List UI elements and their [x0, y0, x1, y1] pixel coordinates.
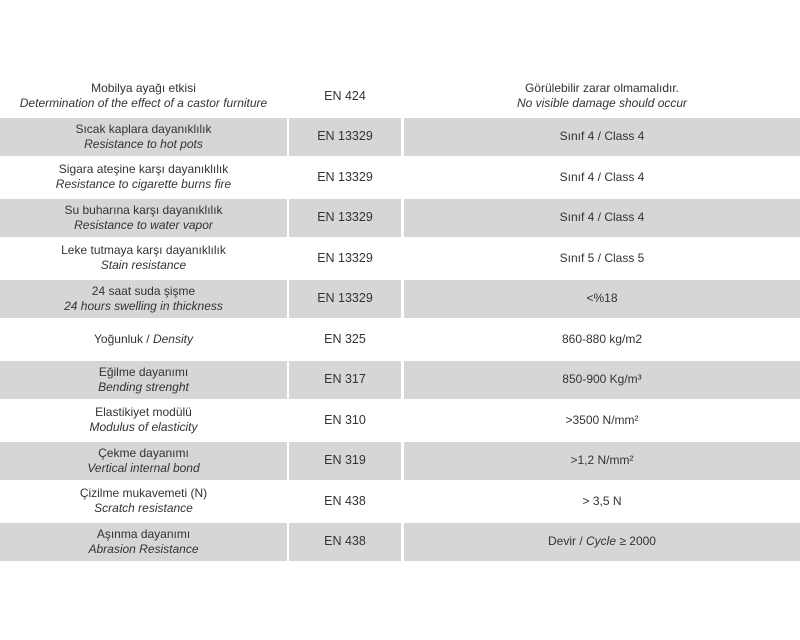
property-name-en: Scratch resistance	[94, 501, 193, 516]
property-name-en: Vertical internal bond	[87, 460, 200, 475]
result-value: 850-900 Kg/m³	[562, 372, 642, 387]
standard-cell	[289, 199, 401, 238]
result-value: >3500 N/mm²	[565, 412, 639, 427]
property-cell	[0, 401, 287, 440]
property-name-tr: Su buharına karşı dayanıklılık	[64, 202, 223, 217]
property-name-en: Determination of the effect of a castor furniture	[19, 96, 268, 111]
property-name-tr: Mobilya ayağı etkisi	[91, 81, 196, 96]
result-threshold: ≥ 2000	[616, 534, 656, 549]
table-row	[0, 318, 800, 359]
result-cell	[404, 118, 800, 157]
standard-code: EN 13329	[317, 250, 373, 265]
table-row	[0, 399, 800, 440]
property-cell	[0, 158, 287, 197]
table-row	[0, 156, 800, 197]
standard-cell	[289, 361, 401, 400]
property-name	[94, 332, 193, 347]
table-row	[0, 116, 800, 157]
result-cell	[404, 320, 800, 359]
property-cell	[0, 280, 287, 319]
result-unit-tr: Devir /	[548, 534, 587, 549]
result-value: > 3,5 N	[582, 493, 622, 508]
property-cell	[0, 320, 287, 359]
standard-cell	[289, 482, 401, 521]
standard-code: EN 438	[324, 493, 366, 508]
standard-cell	[289, 320, 401, 359]
result-cell	[404, 239, 800, 278]
property-name-en: Resistance to water vapor	[74, 217, 213, 232]
property-name-tr: Elastikiyet modülü	[95, 405, 192, 420]
property-cell	[0, 361, 287, 400]
result-cell	[404, 77, 800, 116]
table-row	[0, 197, 800, 238]
result-value: Sınıf 4 / Class 4	[559, 210, 645, 225]
result-value: Sınıf 5 / Class 5	[559, 250, 645, 265]
property-name-tr: Aşınma dayanımı	[96, 526, 191, 541]
table-row	[0, 278, 800, 319]
property-cell	[0, 442, 287, 481]
property-name-tr: Eğilme dayanımı	[98, 364, 189, 379]
result-value-tr: Görülebilir zarar olmamalıdır.	[524, 81, 680, 96]
property-name-en: Resistance to hot pots	[84, 136, 203, 151]
table-row	[0, 521, 800, 562]
standard-code: EN 325	[324, 331, 366, 346]
result-cell	[404, 442, 800, 481]
standard-code: EN 13329	[317, 169, 373, 184]
result-cell	[404, 199, 800, 238]
standard-code: EN 13329	[317, 129, 373, 144]
property-cell	[0, 523, 287, 562]
result-value: Sınıf 4 / Class 4	[559, 129, 645, 144]
result-unit-en: Cycle	[586, 534, 617, 549]
table-row	[0, 480, 800, 521]
property-name-tr: Çizilme mukavemeti (N)	[79, 486, 208, 501]
property-cell	[0, 118, 287, 157]
property-name-en: Stain resistance	[100, 258, 187, 273]
property-name-en: Modulus of elasticity	[89, 420, 198, 435]
property-cell	[0, 199, 287, 238]
result-value-en: No visible damage should occur	[516, 96, 688, 111]
standard-cell	[289, 158, 401, 197]
result-value: >1,2 N/mm²	[570, 453, 634, 468]
result-value	[548, 534, 656, 549]
standard-cell	[289, 239, 401, 278]
result-cell	[404, 401, 800, 440]
property-name-tr: 24 saat suda şişme	[91, 283, 196, 298]
result-value: Sınıf 4 / Class 4	[559, 169, 645, 184]
property-name-en: Resistance to cigarette burns fire	[55, 177, 232, 192]
result-cell	[404, 361, 800, 400]
standard-cell	[289, 280, 401, 319]
table-row	[0, 237, 800, 278]
property-name-tr: Yoğunluk /	[94, 331, 153, 346]
standard-code: EN 424	[324, 88, 366, 103]
property-name-en: Density	[152, 331, 193, 346]
property-name-tr: Sigara ateşine karşı dayanıklılık	[58, 162, 229, 177]
property-name-tr: Leke tutmaya karşı dayanıklılık	[61, 243, 226, 258]
standard-cell	[289, 118, 401, 157]
standard-cell	[289, 401, 401, 440]
property-cell	[0, 77, 287, 116]
standard-cell	[289, 77, 401, 116]
result-value: <%18	[586, 291, 618, 306]
standard-code: EN 317	[324, 372, 366, 387]
result-cell	[404, 280, 800, 319]
property-name-tr: Sıcak kaplara dayanıklılık	[75, 121, 212, 136]
standard-code: EN 13329	[317, 210, 373, 225]
standard-code: EN 310	[324, 412, 366, 427]
property-cell	[0, 482, 287, 521]
table-row	[0, 77, 800, 116]
standard-cell	[289, 523, 401, 562]
result-value: 860-880 kg/m2	[561, 331, 643, 346]
property-name-en: Bending strenght	[98, 379, 189, 394]
property-name-en: 24 hours swelling in thickness	[64, 298, 223, 313]
properties-table	[0, 77, 800, 561]
table-row	[0, 359, 800, 400]
result-cell	[404, 482, 800, 521]
table-row	[0, 440, 800, 481]
standard-cell	[289, 442, 401, 481]
standard-code: EN 13329	[317, 291, 373, 306]
standard-code: EN 319	[324, 453, 366, 468]
result-cell	[404, 158, 800, 197]
property-name-en: Abrasion Resistance	[88, 541, 199, 556]
standard-code: EN 438	[324, 534, 366, 549]
property-cell	[0, 239, 287, 278]
result-cell	[404, 523, 800, 562]
property-name-tr: Çekme dayanımı	[98, 445, 189, 460]
